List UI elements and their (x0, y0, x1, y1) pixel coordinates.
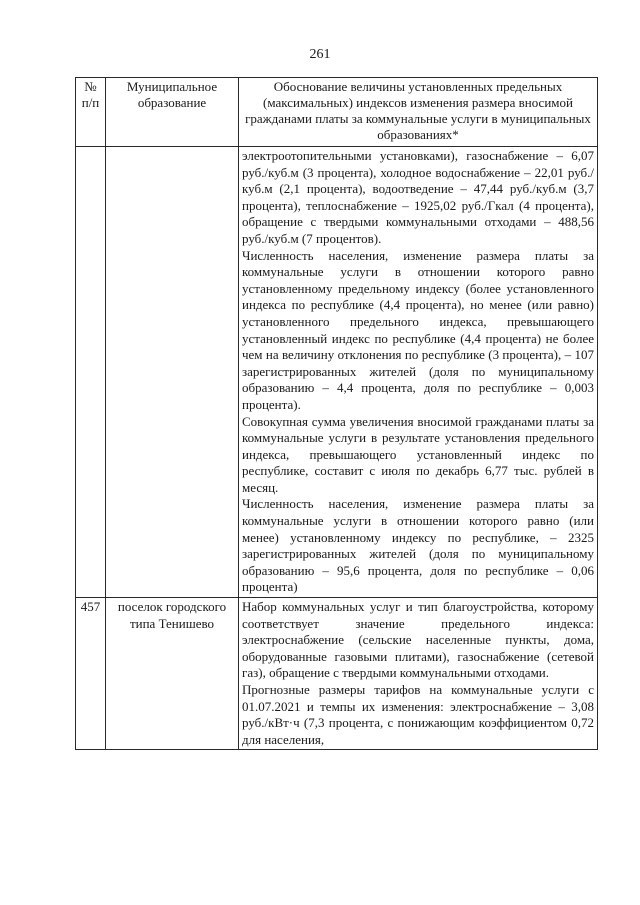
table-header-row (76, 78, 598, 147)
row-justification (239, 147, 598, 598)
row-number: 457 (76, 598, 106, 750)
row-justification (239, 598, 598, 750)
paragraph: Численность населения, изменение размера платы за коммунальные услуги в отношении которого равно (или менее) установленному индексу по республике, – 2325 зарегистрированных жителей (доля по муниципальному образованию – 95,6 процента, доля по республике – 0,06 процента) (242, 496, 594, 595)
paragraph: Прогнозные размеры тарифов на коммунальные услуги с 01.07.2021 и темпы их изменения: электроснабжение – 3,08 руб./кВт·ч (7,3 процента, с понижающим коэффициентом 0,72 для населения, (242, 682, 594, 747)
header-number: № п/п (76, 78, 106, 147)
row-municipality: поселок городского типа Тенишево (106, 598, 239, 750)
paragraph: Численность населения, изменение размера платы за коммунальные услуги в отношении которого равно установленному предельному индексу (более установленного индекса по республике (4,4 процента), но менее (или равно) установленного предельного индекса, превышающего установленный индекс по республике (4,4 процента) не более чем на величину отклонения по республике (3 процента), – 107 зарегистрированных жителей (доля по муниципальному образованию – 4,4 процента, доля по республике – 0,003 процента). (242, 247, 594, 412)
header-justification: Обоснование величины установленных предельных (максимальных) индексов изменения размера вносимой гражданами платы за коммунальные услуги в муниципальных образованиях* (239, 78, 598, 147)
row-number (76, 147, 106, 598)
header-municipality: Муниципальное образование (106, 78, 239, 147)
paragraph: Набор коммунальных услуг и тип благоустройства, которому соответствует значение предельного индекса: электроснабжение (сельские населенные пункты, дома, оборудованные газовыми плитами), газоснабжение (сетевой газ), обращение с твердыми коммунальными отходами. (242, 599, 594, 681)
page-number: 261 (309, 47, 331, 62)
row-municipality (106, 147, 239, 598)
regional-index-table (75, 77, 598, 750)
table-row (76, 598, 598, 750)
table-row (76, 147, 598, 598)
paragraph: Совокупная сумма увеличения вносимой гражданами платы за коммунальные услуги в результате установления предельного индекса, превышающего установленный индекс по республике, составит с июля по декабрь 6,77 тыс. рублей в месяц. (242, 413, 594, 495)
paragraph: электроотопительными установками), газоснабжение – 6,07 руб./куб.м (3 процента), холодное водоснабжение – 22,01 руб./куб.м (2,1 процента), водоотведение – 47,44 руб./куб.м (3,7 процента), теплоснабжение – 1925,02 руб./Гкал (4 процента), обращение с твердыми коммунальными отходами – 488,56 руб./куб.м (7 процентов). (242, 148, 594, 246)
